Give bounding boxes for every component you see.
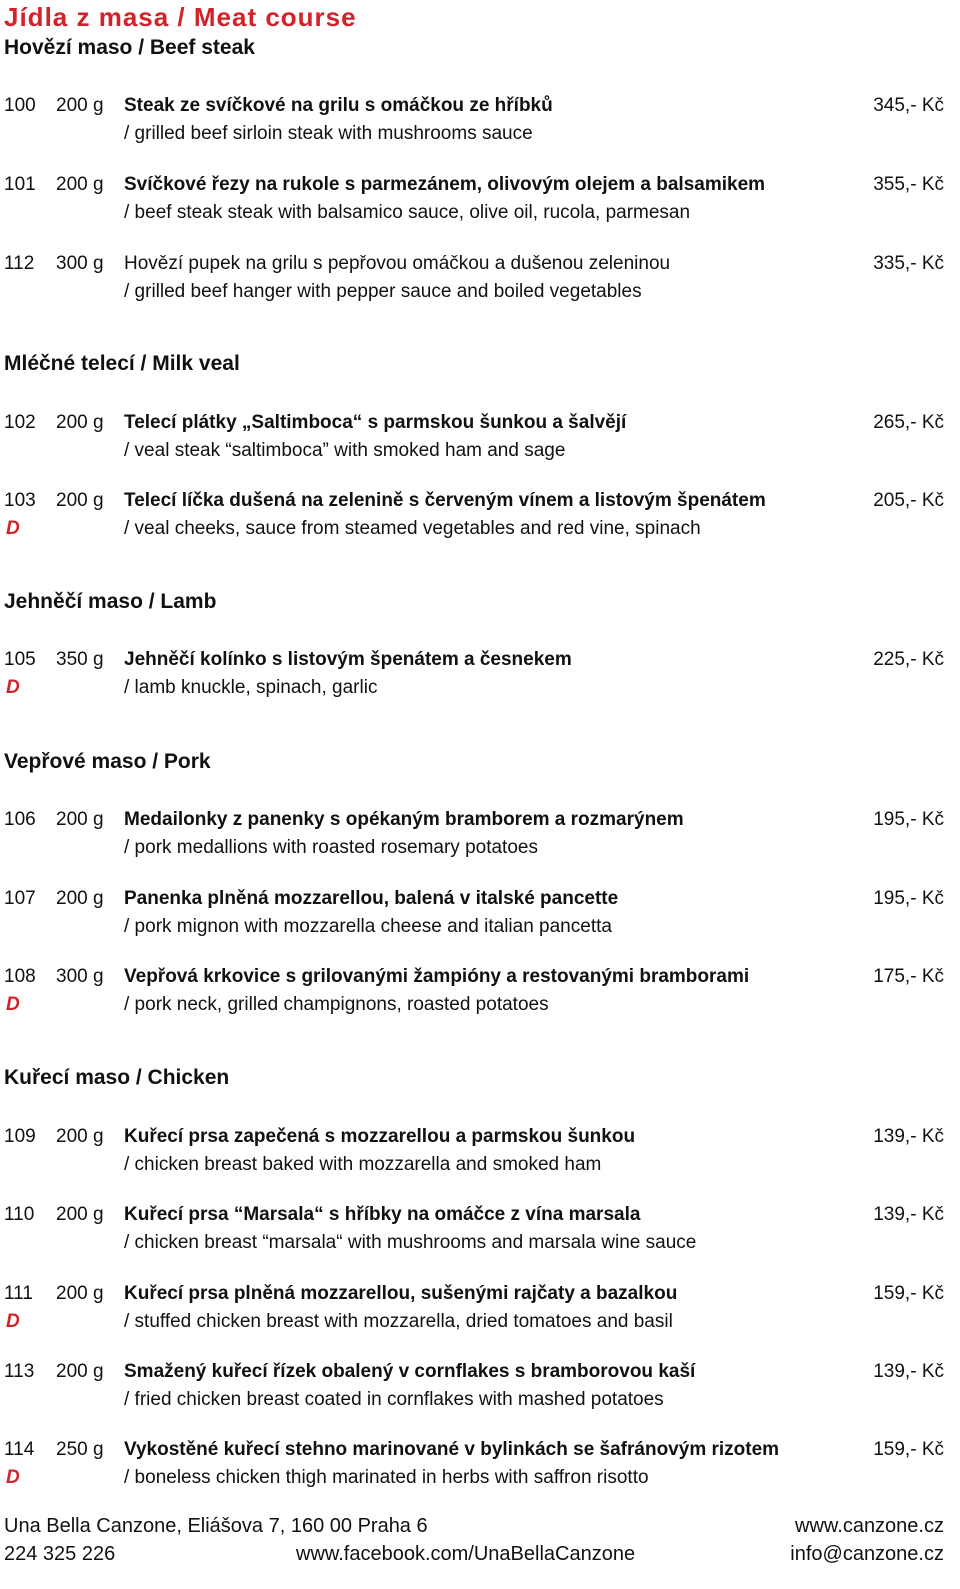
- item-number: 113: [4, 1361, 35, 1382]
- item-price: 355,- Kč: [873, 174, 944, 195]
- item-number: 114: [4, 1439, 35, 1460]
- item-weight: 300 g: [56, 253, 104, 274]
- dietary-badge: D: [6, 994, 20, 1015]
- item-weight: 200 g: [56, 888, 104, 909]
- item-number: 105: [4, 649, 36, 670]
- item-weight: 300 g: [56, 966, 104, 987]
- item-weight: 200 g: [56, 1204, 104, 1225]
- item-number: 100: [4, 95, 36, 116]
- menu-item: [0, 171, 960, 227]
- item-number: 101: [4, 174, 36, 195]
- menu-item: [0, 1436, 960, 1492]
- item-weight: 200 g: [56, 809, 104, 830]
- item-name-en: / pork mignon with mozzarella cheese and italian pancetta: [124, 916, 612, 937]
- item-name-cz: Telecí plátky „Saltimboca“ s parmskou šunkou a šalvějí: [124, 412, 627, 433]
- menu-item: [0, 250, 960, 306]
- item-name-en: / grilled beef sirloin steak with mushrooms sauce: [124, 123, 533, 144]
- item-name-en: / veal steak “saltimboca” with smoked ham and sage: [124, 440, 566, 461]
- item-name-en: / chicken breast baked with mozzarella and smoked ham: [124, 1154, 602, 1175]
- item-price: 345,- Kč: [873, 95, 944, 116]
- item-weight: 200 g: [56, 412, 104, 433]
- item-price: 195,- Kč: [873, 888, 944, 909]
- dietary-badge: D: [6, 518, 20, 539]
- item-number: 109: [4, 1126, 36, 1147]
- item-name-cz: Svíčkové řezy na rukole s parmezánem, olivovým olejem a balsamikem: [124, 174, 766, 195]
- item-name-cz: Hovězí pupek na grilu s pepřovou omáčkou a dušenou zeleninou: [124, 253, 671, 274]
- item-weight: 250 g: [56, 1439, 104, 1460]
- item-price: 335,- Kč: [873, 253, 944, 274]
- item-price: 159,- Kč: [873, 1283, 944, 1304]
- item-price: 175,- Kč: [873, 966, 944, 987]
- item-number: 102: [4, 412, 36, 433]
- menu-item: [0, 885, 960, 941]
- section-heading-chicken: Kuřecí maso / Chicken: [4, 1066, 230, 1089]
- item-price: 139,- Kč: [873, 1204, 944, 1225]
- item-number: 107: [4, 888, 36, 909]
- section-heading-beef: Hovězí maso / Beef steak: [4, 36, 255, 59]
- item-price: 225,- Kč: [873, 649, 944, 670]
- item-number: 103: [4, 490, 36, 511]
- item-number: 111: [4, 1283, 33, 1304]
- item-price: 195,- Kč: [873, 809, 944, 830]
- section-heading-veal: Mléčné telecí / Milk veal: [4, 352, 240, 375]
- menu-item: [0, 487, 960, 543]
- section-heading-lamb: Jehněčí maso / Lamb: [4, 590, 217, 613]
- item-weight: 200 g: [56, 1126, 104, 1147]
- dietary-badge: D: [6, 677, 20, 698]
- footer-address: Una Bella Canzone, Eliášova 7, 160 00 Praha 6: [4, 1515, 428, 1537]
- menu-item: [0, 92, 960, 148]
- item-weight: 200 g: [56, 1283, 104, 1304]
- item-price: 159,- Kč: [873, 1439, 944, 1460]
- dietary-badge: D: [6, 1467, 20, 1488]
- item-name-cz: Kuřecí prsa zapečená s mozzarellou a parmskou šunkou: [124, 1126, 636, 1147]
- item-price: 205,- Kč: [873, 490, 944, 511]
- item-name-cz: Steak ze svíčkové na grilu s omáčkou ze hříbků: [124, 95, 553, 116]
- item-name-cz: Vepřová krkovice s grilovanými žampióny a restovanými bramborami: [124, 966, 750, 987]
- footer-email-link[interactable]: info@canzone.cz: [790, 1543, 944, 1565]
- item-name-en: / veal cheeks, sauce from steamed vegetables and red vine, spinach: [124, 518, 701, 539]
- item-weight: 200 g: [56, 490, 104, 511]
- item-name-en: / chicken breast “marsala“ with mushrooms and marsala wine sauce: [124, 1232, 697, 1253]
- item-name-cz: Medailonky z panenky s opékaným bramborem a rozmarýnem: [124, 809, 684, 830]
- page-title: Jídla z masa / Meat course: [4, 2, 357, 32]
- item-name-cz: Jehněčí kolínko s listovým špenátem a česnekem: [124, 649, 572, 670]
- item-name-en: / pork medallions with roasted rosemary potatoes: [124, 837, 538, 858]
- item-price: 139,- Kč: [873, 1126, 944, 1147]
- menu-item: [0, 1123, 960, 1179]
- item-name-cz: Vykostěné kuřecí stehno marinované v bylinkách se šafránovým rizotem: [124, 1439, 780, 1460]
- item-name-en: / lamb knuckle, spinach, garlic: [124, 677, 378, 698]
- item-name-cz: Smažený kuřecí řízek obalený v cornflakes s bramborovou kaší: [124, 1361, 696, 1382]
- menu-item: [0, 409, 960, 465]
- section-heading-pork: Vepřové maso / Pork: [4, 750, 211, 773]
- item-name-en: / stuffed chicken breast with mozzarella, dried tomatoes and basil: [124, 1311, 673, 1332]
- item-name-en: / grilled beef hanger with pepper sauce and boiled vegetables: [124, 281, 642, 302]
- item-weight: 200 g: [56, 95, 104, 116]
- item-name-en: / beef steak steak with balsamico sauce, olive oil, rucola, parmesan: [124, 202, 691, 223]
- menu-item: [0, 1201, 960, 1257]
- item-name-cz: Kuřecí prsa plněná mozzarellou, sušenými rajčaty a bazalkou: [124, 1283, 678, 1304]
- item-price: 265,- Kč: [873, 412, 944, 433]
- item-name-en: / boneless chicken thigh marinated in herbs with saffron risotto: [124, 1467, 649, 1488]
- item-name-cz: Kuřecí prsa “Marsala“ s hříbky na omáčce z vína marsala: [124, 1204, 641, 1225]
- item-number: 106: [4, 809, 36, 830]
- menu-item: [0, 1358, 960, 1414]
- menu-item: [0, 646, 960, 702]
- item-number: 110: [4, 1204, 35, 1225]
- footer-website-link[interactable]: www.canzone.cz: [795, 1515, 944, 1537]
- item-weight: 350 g: [56, 649, 104, 670]
- item-number: 108: [4, 966, 36, 987]
- item-name-cz: Panenka plněná mozzarellou, balená v italské pancette: [124, 888, 619, 909]
- item-weight: 200 g: [56, 1361, 104, 1382]
- dietary-badge: D: [6, 1311, 20, 1332]
- item-name-en: / pork neck, grilled champignons, roasted potatoes: [124, 994, 549, 1015]
- footer-phone: 224 325 226: [4, 1543, 116, 1565]
- menu-item: [0, 806, 960, 862]
- item-price: 139,- Kč: [873, 1361, 944, 1382]
- item-weight: 200 g: [56, 174, 104, 195]
- menu-item: [0, 963, 960, 1019]
- item-number: 112: [4, 253, 35, 274]
- footer-facebook-link[interactable]: www.facebook.com/UnaBellaCanzone: [296, 1543, 636, 1565]
- item-name-cz: Telecí líčka dušená na zelenině s červeným vínem a listovým špenátem: [124, 490, 766, 511]
- item-name-en: / fried chicken breast coated in cornflakes with mashed potatoes: [124, 1389, 664, 1410]
- menu-item: [0, 1280, 960, 1336]
